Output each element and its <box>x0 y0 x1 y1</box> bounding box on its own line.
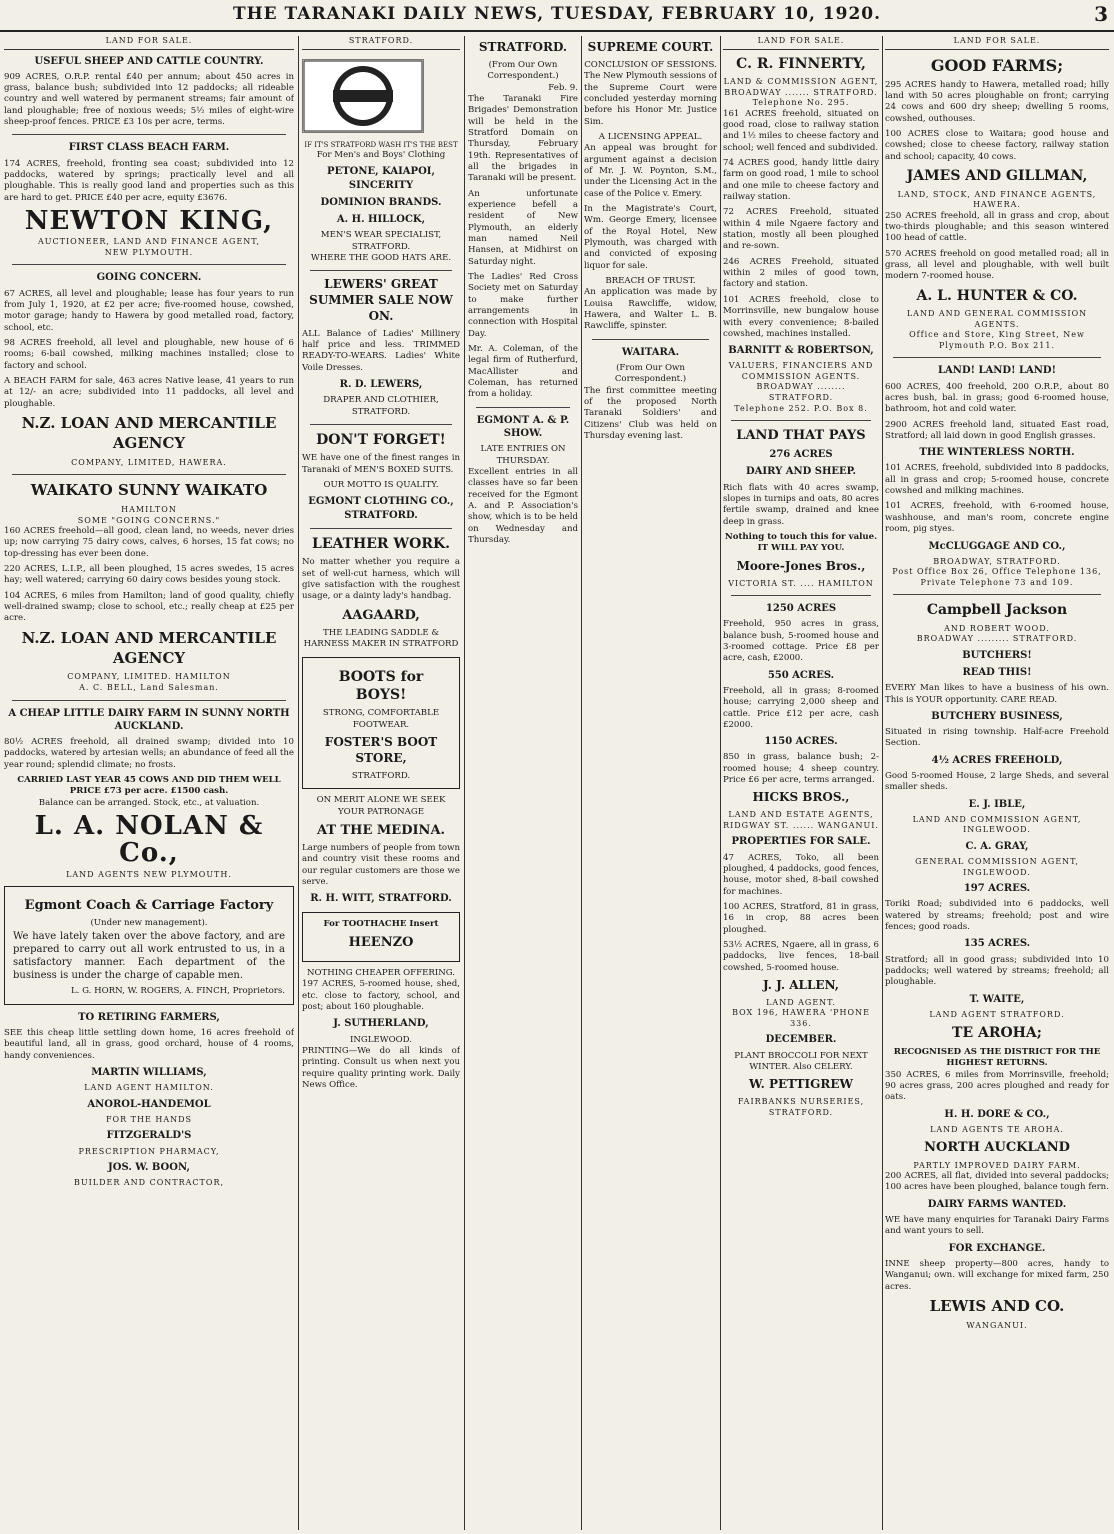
subheading: BREACH OF TRUST. <box>605 276 696 287</box>
ad-title: Egmont Coach & Carriage Factory <box>24 898 274 914</box>
telephone: Telephone 252. P.O. Box 8. <box>734 403 868 413</box>
subheading: BUILDER AND CONTRACTOR, <box>73 1178 225 1188</box>
ad-name: EGMONT CLOTHING CO., STRATFORD. <box>308 496 454 521</box>
heading: THE WINTERLESS NORTH. <box>919 447 1075 459</box>
advertiser-name: JAMES AND GILLMAN, <box>906 168 1088 185</box>
advertiser-location: VICTORIA ST. .... HAMILTON <box>728 578 874 588</box>
advertiser-name: J. J. ALLEN, <box>763 977 839 992</box>
section-label: STRATFORD. <box>302 36 460 50</box>
advertiser-sub: LAND AND COMMISSION AGENT, INGLEWOOD. <box>912 814 1082 835</box>
listing: 600 ACRES, 400 freehold, 200 O.R.P., about 80 acres bush, bal. in grass; good 6-roomed house, bathroom, hot and cold water. <box>885 381 1109 415</box>
heading: ANOROL-HANDEMOL <box>87 1098 211 1110</box>
ad-line: 276 ACRES <box>769 449 833 461</box>
advertiser-name: LEWIS AND CO. <box>929 1296 1065 1315</box>
ad-title: For TOOTHACHE Insert <box>323 918 439 929</box>
heading: USEFUL SHEEP AND CATTLE COUNTRY. <box>34 55 264 67</box>
heading: 4½ ACRES FREEHOLD, <box>931 754 1063 766</box>
listing: 67 ACRES, all level and ploughable; lease has four years to run from July 1, 1920, at £2 per acre; five-roomed house, cowshed, motor garage; handy to Hawera by good metalled road, factory, school, etc. <box>4 288 294 333</box>
advertiser-sub: LAND AND ESTATE AGENTS, <box>728 810 874 820</box>
section-label: LAND FOR SALE. <box>885 36 1109 50</box>
heading: NORTH AUCKLAND <box>924 1140 1070 1156</box>
listing: 101 ACRES, freehold, subdivided into 8 paddocks, all in grass and crop; 5-roomed house, concrete cowshed and milking machines. <box>885 463 1109 497</box>
advertiser-sub: VALUERS, FINANCIERS AND COMMISSION AGENTS. <box>728 361 874 381</box>
subheading: PRESCRIPTION PHARMACY, <box>78 1146 220 1156</box>
ad-title: DECEMBER. <box>765 1034 837 1046</box>
news-paragraph: An unfortunate experience befell a resident of New Plymouth, an elderly man named Neil Hansen, at Midhirst on Saturday night. <box>468 188 578 267</box>
advertiser-name: N.Z. LOAN AND MERCANTILE AGENCY <box>21 414 277 452</box>
stratford-wash-logo <box>302 59 424 133</box>
advertiser-name: BARNITT & ROBERTSON, <box>728 345 874 357</box>
listing-title: 550 ACRES. <box>767 669 835 681</box>
listing: 850 in grass, balance bush; 2-roomed house; 4 sheep country. Price £6 per acre, terms arranged. <box>723 752 879 786</box>
listing-title: 1150 ACRES. <box>764 736 838 748</box>
listing: 570 ACRES freehold on good metalled road; all in grass, all level and ploughable, with well built modern 7-roomed house. <box>885 248 1109 282</box>
subheading: CONCLUSION OF SESSIONS. <box>584 59 717 70</box>
listing: SEE this cheap little settling down home, 16 acres freehold of beautiful land, all in grass, good orchard, house of 4 rooms, handy conveniences. <box>4 1027 294 1061</box>
ad-line: STRONG, COMFORTABLE FOOTWEAR. <box>322 708 440 730</box>
advertiser-sub: AUCTIONEER, LAND AND FINANCE AGENT, <box>38 237 260 247</box>
column-land-for-sale-2 <box>723 36 879 1530</box>
advertiser-sub: LAND AGENT STRATFORD. <box>929 1009 1065 1019</box>
heading: BUTCHERY BUSINESS, <box>931 710 1063 722</box>
heading: WAIKATO SUNNY WAIKATO <box>30 481 268 500</box>
advertiser-sub: BROADWAY, STRATFORD. <box>933 556 1061 566</box>
listing: 80½ ACRES freehold, all drained swamp; divided into 10 paddocks, watered by artesian wells; an abundance of feed all the year round; splendid climate; no frosts. <box>4 736 294 770</box>
news-paragraph: The Taranaki Fire Brigades' Demonstration will be held in the Stratford Domain on Thursday, February 19th. Representatives of all the brigades in Taranaki will be present. <box>468 93 578 184</box>
listing: INNE sheep property—800 acres, handy to Wanganui; own. will exchange for mixed farm, 250 acres. <box>885 1258 1109 1292</box>
advertiser-name: Moore-Jones Bros., <box>736 558 866 573</box>
ad-brand: HEENZO <box>348 934 414 950</box>
toothache-ad <box>302 912 460 963</box>
advertiser-name: T. WAITE, <box>969 993 1025 1005</box>
news-paragraph: In the Magistrate's Court, Wm. George Emery, licensee of the Royal Hotel, New Plymouth, was charged with and convicted of exposing liquor for sale. <box>584 203 717 271</box>
ad-body: ALL Balance of Ladies' Millinery half price and less. TRIMMED READY-TO-WEARS. Ladies' White Voile Dresses. <box>302 328 460 373</box>
byline: (From Our Own Correspondent.) <box>487 59 559 82</box>
signature: A. C. BELL, Land Salesman. <box>79 682 219 692</box>
listing: 101 ACRES freehold, close to Morrinsville, new bungalow house with every convenience; 8-bailed cowshed, machines installed. <box>723 294 879 339</box>
ad-line: IT WILL PAY YOU. <box>757 543 845 554</box>
dateline: Feb. 9. <box>548 82 578 93</box>
listing-title: 1250 ACRES <box>765 603 837 615</box>
advertiser-name: W. PETTIGREW <box>748 1077 854 1092</box>
advertiser-sub: LAND AND GENERAL COMMISSION AGENTS. <box>906 309 1088 329</box>
advertiser-sub: LAND AGENT. <box>766 997 836 1007</box>
heading: FIRST CLASS BEACH FARM. <box>68 142 230 154</box>
advertiser-location: Post Office Box 26, Office Telephone 136, Private Telephone 73 and 109. <box>892 567 1102 587</box>
ad-line: ON MERIT ALONE WE SEEK YOUR PATRONAGE <box>316 795 446 817</box>
ad-line: NOTHING CHEAPER OFFERING. <box>306 968 456 979</box>
byline: (From Our Own Correspondent.) <box>614 362 687 385</box>
ad-body: Large numbers of people from town and country visit these rooms and our regular customers are those we serve. <box>302 843 460 888</box>
listing: WE have many enquiries for Taranaki Dairy Farms and want yours to sell. <box>885 1214 1109 1237</box>
coach-factory-ad <box>4 886 294 1005</box>
ad-title: PROPERTIES FOR SALE. <box>731 836 871 848</box>
news-paragraph: Mr. A. Coleman, of the legal firm of Rutherfurd, MacAllister and Coleman, has returned from a holiday. <box>468 344 578 400</box>
ad-line: OUR MOTTO IS QUALITY. <box>323 480 439 491</box>
subheading: FOR THE HANDS <box>105 1114 193 1124</box>
subheading: RECOGNISED AS THE DISTRICT FOR THE HIGHEST RETURNS. <box>893 1046 1101 1069</box>
ad-name: R. D. LEWERS, <box>339 379 423 391</box>
advertiser-name: C. R. FINNERTY, <box>736 55 866 72</box>
listing: Freehold, 950 acres in grass, balance bush, 5-roomed house and 3-roomed cottage. Price £8 per acre, cash, £2000. <box>723 619 879 664</box>
advertiser-sub: LAND, STOCK, AND FINANCE AGENTS, HAWERA. <box>897 189 1097 210</box>
listing: 47 ACRES, Toko, all been ploughed, 4 paddocks, good fences, house, motor shed, 8-bail cowshed for machines. <box>723 852 879 897</box>
listing: Rich flats with 40 acres swamp, slopes in turnips and oats, 80 acres fertile swamp, drained and knee deep in grass. <box>723 482 879 527</box>
ad-body: No matter whether you require a set of well-cut harness, which will give satisfaction with the roughest usage, or a dainty lady's handbag. <box>302 557 460 602</box>
heading: GOOD FARMS; <box>930 55 1064 75</box>
heading: BUTCHERS! <box>962 649 1032 661</box>
listing: 250 ACRES freehold, all in grass and crop, about two-thirds ploughable; and this season wintered 100 head of cattle. <box>885 210 1109 244</box>
advertiser-sub: LAND AGENT HAMILTON. <box>84 1083 214 1093</box>
ad-signature: L. G. HORN, W. ROGERS, A. FINCH, Proprietors. <box>70 986 285 997</box>
advertiser-location: BOX 196, HAWERA 'PHONE 336. <box>732 1008 870 1028</box>
ad-line: Nothing to touch this for value. <box>724 532 878 543</box>
news-paragraph: The Ladies' Red Cross Society met on Saturday to make further arrangements in connection with Hospital Day. <box>468 272 578 339</box>
news-paragraph: The first committee meeting of the proposed North Taranaki Soldiers' and Citizens' Club was held on Thursday evening last. <box>584 385 717 441</box>
advertiser-name: HICKS BROS., <box>752 790 850 805</box>
advertiser-name: Campbell Jackson <box>926 602 1068 619</box>
advertiser-name: MARTIN WILLIAMS, <box>91 1066 207 1078</box>
listing: 101 ACRES, freehold, with 6-roomed house, washhouse, and man's room, concrete engine room, pig styes. <box>885 501 1109 535</box>
page-number: 3 <box>1094 2 1108 26</box>
ad-line: PLANT BROCCOLI FOR NEXT WINTER. Also CELERY. <box>734 1050 868 1072</box>
heading: A CHEAP LITTLE DAIRY FARM IN SUNNY NORTH AUCKLAND. <box>8 707 290 732</box>
ad-line: STRATFORD. <box>351 770 411 781</box>
ad-name: AAGAARD, <box>342 607 420 623</box>
ad-line: For Men's and Boys' Clothing <box>316 150 446 161</box>
advertiser-location: BROADWAY ........ STRATFORD. <box>756 382 846 403</box>
telephone: Telephone No. 295. <box>752 98 850 108</box>
section-title: SUPREME COURT. <box>587 40 714 54</box>
heading: TE AROHA; <box>952 1025 1042 1042</box>
logo-caption: IF IT'S STRATFORD WASH IT'S THE BEST <box>304 140 458 149</box>
section-label: LAND FOR SALE. <box>4 36 294 50</box>
heading: TO RETIRING FARMERS, <box>78 1011 220 1023</box>
column-land-for-sale-1 <box>4 36 294 1530</box>
heading: LAND! LAND! LAND! <box>938 365 1056 377</box>
advertiser-name: E. J. IBLE, <box>968 798 1026 810</box>
listing: EVERY Man likes to have a business of his own. This is YOUR opportunity. CARE READ. <box>885 683 1109 705</box>
ad-title: LEATHER WORK. <box>311 535 451 552</box>
section-title: EGMONT A. & P. SHOW. <box>476 414 570 439</box>
listing: Freehold, all in grass; 8-roomed house; carrying 2,000 sheep and cattle. Price £12 per acre, cash £2000. <box>723 685 879 730</box>
listing: 350 ACRES, 6 miles from Morrinsville, freehold; 90 acres grass, 200 acres ploughed and ready for oats. <box>885 1069 1109 1103</box>
listing-title: 197 ACRES. <box>963 883 1031 895</box>
ad-title: DON'T FORGET! <box>316 431 446 448</box>
listing: Situated in rising township. Half-acre Freehold Section. <box>885 727 1109 749</box>
listing: 909 ACRES, O.R.P. rental £40 per annum; about 450 acres in grass, balance bush; subdivided into 12 paddocks; all rideable country and well watered by permanent streams; fair amount of land ploughable; free of noxious weeds; 5½ miles of eight-wire sheep-proof fences. PRICE £3 10s per acre, terms. <box>4 71 294 128</box>
listing: 53½ ACRES, Ngaere, all in grass, 6 paddocks, live fences, 18-bail cowshed, 5-roomed house. <box>723 939 879 973</box>
ad-title: LAND THAT PAYS <box>736 428 866 444</box>
advertiser-sub: COMPANY, LIMITED, HAWERA. <box>71 457 227 467</box>
advertiser-sub: LAND & COMMISSION AGENT, <box>723 77 879 87</box>
advertiser-name: A. L. HUNTER & CO. <box>916 287 1078 304</box>
listing: 104 ACRES, 6 miles from Hamilton; land of good quality, chiefly well-drained swamp; close to school, etc.; really cheap at £25 per acre. <box>4 590 294 624</box>
listing: 100 ACRES, Stratford, 81 in grass, 16 in crop, 88 acres been ploughed. <box>723 901 879 935</box>
heading: READ THIS! <box>962 667 1032 679</box>
advertiser-sub: GENERAL COMMISSION AGENT, INGLEWOOD. <box>915 857 1079 877</box>
ad-title: LEWERS' GREAT SUMMER SALE NOW ON. <box>309 277 453 323</box>
heading: FITZGERALD'S <box>106 1130 192 1142</box>
listing: 74 ACRES good, handy little dairy farm on good road, 1 mile to school and one mile to cheese factory and railway station. <box>723 158 879 203</box>
section-title: WAITARA. <box>621 346 680 358</box>
ad-title: BOOTS for BOYS! <box>338 668 424 704</box>
news-paragraph: An application was made by Louisa Rawcliffe, widow, Hawera, and Walter L. B. Rawcliffe, spinster. <box>584 287 717 332</box>
listing: 246 ACRES Freehold, situated within 2 miles of good town, factory and station. <box>723 256 879 290</box>
listing: Stratford; all in good grass; subdivided into 10 paddocks; well watered by streams; freehold; all ploughable. <box>885 954 1109 988</box>
column-supreme-court <box>584 36 717 1530</box>
heading: FOR EXCHANGE. <box>948 1242 1046 1254</box>
ad-body: We have lately taken over the above factory, and are prepared to carry out all work entrusted to us, in a satisfactory manner. Each department of the business is under the charge of capable men. <box>13 930 285 982</box>
ad-line: DOMINION BRANDS. <box>320 196 442 208</box>
section-label: LAND FOR SALE. <box>723 36 879 50</box>
advertiser-location: NEW PLYMOUTH. <box>104 247 194 257</box>
column-stratford-ads <box>302 36 460 1530</box>
ad-line: MEN'S WEAR SPECIALIST, STRATFORD. <box>320 230 442 252</box>
advertiser-location: Office and Store, King Street, New Plymouth P.O. Box 211. <box>909 330 1085 350</box>
heading: GOING CONCERN. <box>96 272 202 284</box>
ad-name: R. H. WITT, STRATFORD. <box>310 893 452 905</box>
advertiser-location: RIDGWAY ST. ...... WANGANUI. <box>723 820 879 830</box>
advertiser-location: BROADWAY ......... STRATFORD. <box>916 634 1078 644</box>
ad-line: PETONE, KAIAPOI, SINCERITY <box>327 166 435 191</box>
advertiser-name: McCLUGGAGE AND CO., <box>928 540 1066 552</box>
subheading: A LICENSING APPEAL. <box>598 131 703 142</box>
masthead-title: THE TARANAKI DAILY NEWS, TUESDAY, FEBRUARY 10, 1920. <box>232 4 882 24</box>
subheading: HAMILTON <box>121 504 177 514</box>
heading: JOS. W. BOON, <box>108 1162 190 1174</box>
advertiser-name: C. A. GRAY, <box>965 840 1029 852</box>
ad-line: WHERE THE GOOD HATS ARE. <box>310 252 452 263</box>
boots-ad <box>302 657 460 790</box>
terms: Balance can be arranged. Stock, etc., at valuation. <box>38 797 260 808</box>
ad-name: FOSTER'S BOOT STORE, <box>324 735 438 765</box>
ad-line: THE LEADING SADDLE & HARNESS MAKER IN STRATFORD <box>303 627 459 650</box>
ad-line: DRAPER AND CLOTHIER, STRATFORD. <box>323 395 439 417</box>
subheading: PARTLY IMPROVED DAIRY FARM. <box>913 1160 1081 1170</box>
listing: 220 ACRES, L.I.P., all been ploughed, 15 acres swedes, 15 acres hay; well watered; carrying 60 dairy cows besides young stock. <box>4 564 294 586</box>
listing: A BEACH FARM for sale, 463 acres Native lease, 41 years to run at 12/- an acre; subdivided into 11 paddocks, all level and ploughable. <box>4 376 294 409</box>
advertiser-sub: COMPANY, LIMITED. HAMILTON <box>67 672 231 682</box>
price: PRICE £73 per acre. £1500 cash. <box>69 786 229 797</box>
advertiser-sub: FAIRBANKS NURSERIES, STRATFORD. <box>737 1097 865 1117</box>
column-land-for-sale-3 <box>885 36 1109 1530</box>
subheading: LATE ENTRIES ON THURSDAY. <box>480 444 566 466</box>
ad-line: INGLEWOOD. <box>350 1034 412 1045</box>
listing: 174 ACRES, freehold, fronting sea coast; subdivided into 12 paddocks, watered by springs; practically level and all ploughable. This is really good land and properties such as this are hard to get. PRICE £40 per acre, equity £3676. <box>4 158 294 203</box>
heading: DAIRY FARMS WANTED. <box>927 1198 1067 1210</box>
advertiser-name: NEWTON KING, <box>24 206 274 237</box>
ad-name: A. H. HILLOCK, <box>336 214 426 226</box>
listing-title: 135 ACRES. <box>963 938 1031 950</box>
listing: 100 ACRES close to Waitara; good house and cowshed; close to cheese factory, railway station and school; capacity, 40 cows. <box>885 129 1109 162</box>
ad-body: 197 ACRES, 5-roomed house, shed, etc. close to factory, school, and post; about 160 ploughable. <box>302 979 460 1013</box>
advertiser-name: H. H. DORE & CO., <box>944 1108 1050 1120</box>
listing: Toriki Road; subdivided into 6 paddocks, well watered by streams; freehold; post and wire fences; good roads. <box>885 899 1109 933</box>
advertiser-sub: AND ROBERT WOOD. <box>944 623 1050 633</box>
listing: 72 ACRES Freehold, situated within 4 mile Ngaere factory and station, mostly all been ploughed and re-sown. <box>723 207 879 252</box>
advertiser-name: L. A. NOLAN & Co., <box>34 810 264 869</box>
advertiser-name: N.Z. LOAN AND MERCANTILE AGENCY <box>21 628 277 667</box>
news-paragraph: Excellent entries in all classes have so far been received for the Egmont A. and P. Association's show, which is to be held on Wednesday and Thursday. <box>468 466 578 545</box>
listing: Good 5-roomed House, 2 large Sheds, and several smaller sheds. <box>885 771 1109 793</box>
listing: 161 ACRES freehold, situated on good road, close to railway station and 1½ miles to cheese factory and school; well fenced and subdivided. <box>723 108 879 153</box>
advertiser-sub: LAND AGENTS TE AROHA. <box>930 1124 1064 1134</box>
ad-line: DAIRY AND SHEEP. <box>745 466 857 478</box>
note: SOME "GOING CONCERNS." <box>77 515 221 525</box>
listing: 200 ACRES, all flat, divided into several paddocks; 100 acres have been ploughed, balance tough fern. <box>885 1171 1109 1193</box>
ad-name: J. SUTHERLAND, <box>333 1018 429 1030</box>
listing: 98 ACRES freehold, all level and ploughable, new house of 6 rooms; 6-bail cowshed, milking machines installed; close to factory and school. <box>4 337 294 371</box>
listing: 295 ACRES handy to Hawera, metalled road; hilly land with 50 acres ploughable on front; carrying 24 cows and 600 dry sheep; dwelling 5 rooms, cowshed, outhouses. <box>885 79 1109 124</box>
ad-title: AT THE MEDINA. <box>316 822 446 838</box>
news-paragraph: The New Plymouth sessions of the Supreme Court were concluded yesterday morning before his Honor Mr. Justice Sim. <box>584 71 717 127</box>
masthead <box>0 0 1114 32</box>
column-stratford-news <box>468 36 578 1530</box>
listing: 160 ACRES freehold—all good, clean land, no weeds, never dries up; now carrying 75 dairy cows, calves, 6 horses, 15 fat cows; no top-dressing has ever been done. <box>4 526 294 559</box>
ad-body: WE have one of the finest ranges in Taranaki of MEN'S BOXED SUITS. <box>302 453 460 475</box>
advertiser-sub: LAND AGENTS NEW PLYMOUTH. <box>66 869 232 879</box>
ad-body: PRINTING—We do all kinds of printing. Consult us when next you require quality printing work. Daily News Office. <box>302 1045 460 1091</box>
ad-subtitle: (Under new management). <box>90 918 208 929</box>
advertiser-sub: WANGANUI. <box>966 1320 1028 1330</box>
highlight: CARRIED LAST YEAR 45 COWS AND DID THEM WELL <box>17 774 281 785</box>
listing: 2900 ACRES freehold land, situated East road, Stratford; all laid down in good English grasses. <box>885 419 1109 441</box>
news-paragraph: An appeal was brought for argument against a decision of Mr. J. W. Poynton, S.M., under the Licensing Act in the case of the Police v. Emery. <box>584 143 717 199</box>
advertiser-location: BROADWAY ....... STRATFORD. <box>724 87 878 97</box>
section-title: STRATFORD. <box>478 40 568 54</box>
